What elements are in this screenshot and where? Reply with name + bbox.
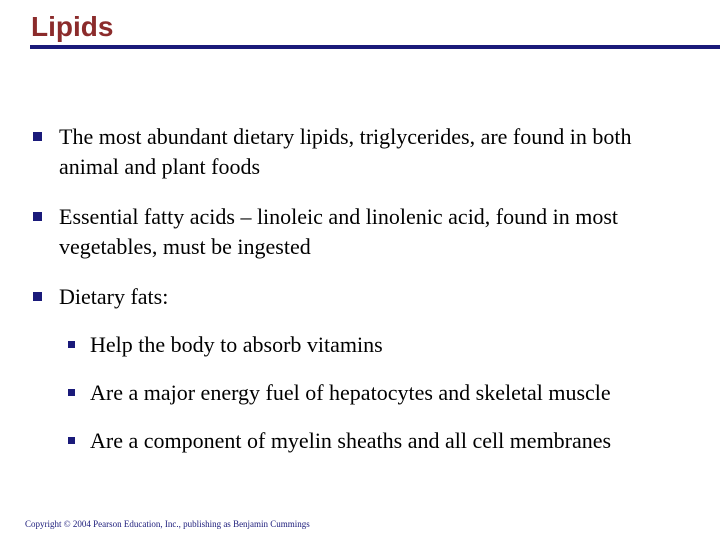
square-bullet-icon	[33, 132, 42, 141]
square-bullet-icon	[68, 437, 75, 444]
bullet-text: Dietary fats:	[59, 284, 169, 309]
slide-title: Lipids	[31, 11, 114, 42]
square-bullet-icon	[33, 292, 42, 301]
bullet-text: The most abundant dietary lipids, triglycerides, are found in both animal and plant foods	[59, 124, 632, 179]
sub-bullet-text: Are a major energy fuel of hepatocytes and skeletal muscle	[90, 380, 611, 405]
sub-bullet-text: Help the body to absorb vitamins	[90, 332, 383, 357]
square-bullet-icon	[68, 341, 75, 348]
sub-bullet-text: Are a component of myelin sheaths and all cell membranes	[90, 428, 612, 453]
square-bullet-icon	[33, 212, 42, 221]
title-divider	[30, 45, 720, 49]
sub-bullet-item	[67, 427, 707, 455]
sub-bullet-item	[67, 331, 707, 359]
bullet-item	[33, 202, 693, 262]
square-bullet-icon	[68, 389, 75, 396]
bullet-item	[33, 122, 693, 182]
sub-bullet-item	[67, 379, 707, 407]
copyright-footer: Copyright © 2004 Pearson Education, Inc., publishing as Benjamin Cummings	[25, 519, 310, 529]
bullet-text: Essential fatty acids – linoleic and linolenic acid, found in most vegetables, must be ingested	[59, 204, 619, 259]
bullet-item	[33, 282, 693, 312]
